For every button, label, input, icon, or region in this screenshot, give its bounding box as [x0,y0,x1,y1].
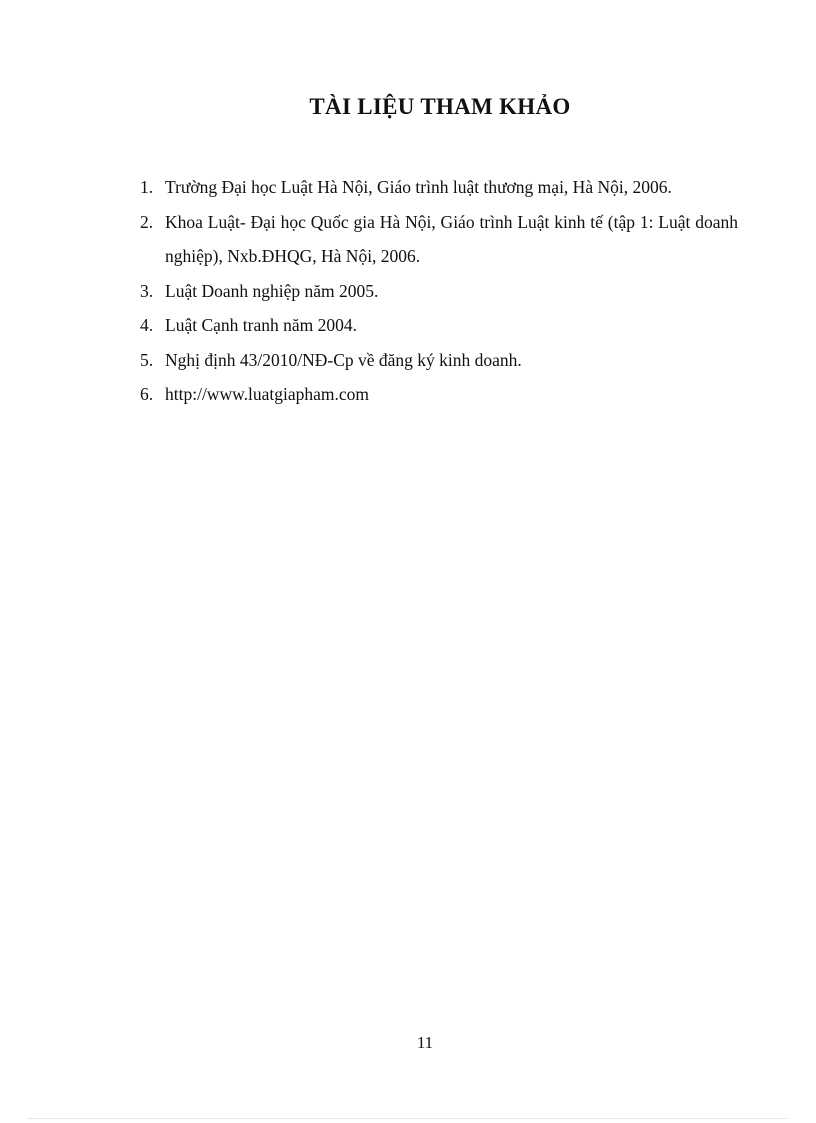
reference-text: Nghị định 43/2010/NĐ-Cp về đăng ký kinh doanh. [165,349,522,370]
reference-list [140,170,738,412]
page-title: TÀI LIỆU THAM KHẢO [309,94,571,119]
reference-link[interactable]: http://www.luatgiapham.com [165,384,369,404]
reference-number: 6. [140,384,154,404]
reference-text: Luật Doanh nghiệp năm 2005. [165,280,379,301]
page-bottom-divider [28,1118,788,1119]
reference-text: Khoa Luật- Đại học Quốc gia Hà Nội, Giáo trình Luật kinh tế (tập 1: Luật doanh nghiệp), Nxb.ĐHQG, Hà Nội, 2006. [165,211,738,266]
reference-item [140,274,738,309]
reference-item [140,308,738,343]
reference-item [140,343,738,378]
reference-number: 1. [140,177,154,197]
reference-item [140,205,738,274]
reference-number: 3. [140,280,154,301]
reference-number: 2. [140,211,154,232]
reference-number: 5. [140,349,154,370]
reference-item [140,170,738,205]
reference-text: Luật Cạnh tranh năm 2004. [165,315,357,335]
page-number: 11 [416,1033,434,1052]
reference-number: 4. [140,315,154,335]
reference-text: Trường Đại học Luật Hà Nội, Giáo trình luật thương mại, Hà Nội, 2006. [165,177,672,197]
reference-item [140,377,738,412]
